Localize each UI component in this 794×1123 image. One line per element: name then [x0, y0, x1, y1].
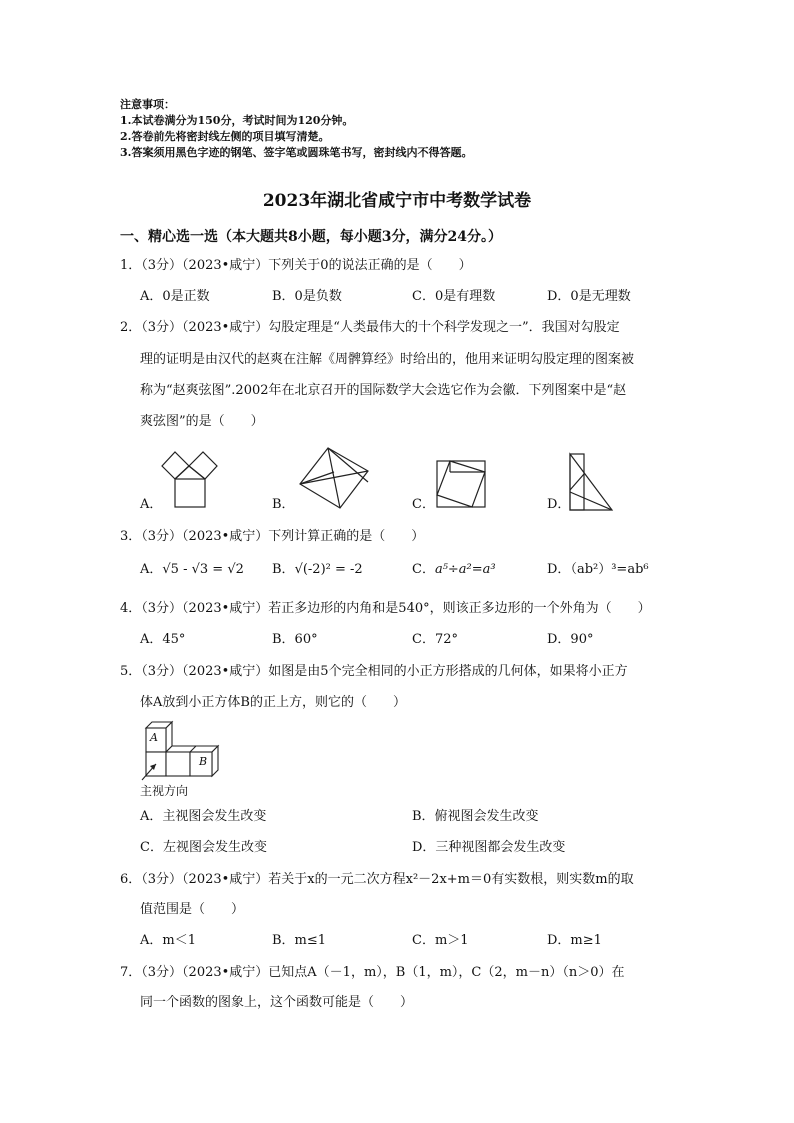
q4-stem: 4．（3分）（2023•咸宁）若正多边形的内角和是540°，则该正多边形的一个外角为（ ）	[120, 601, 651, 616]
q5-option-a: A．主视图会发生改变	[140, 809, 267, 824]
q3-option-d	[547, 562, 649, 578]
q3-option-a-expr: √5 - √3 = √2	[162, 562, 244, 577]
q5-line-1: 5．（3分）（2023•咸宁）如图是由5个完全相同的小正方形搭成的几何体，如果将小正方	[120, 664, 628, 679]
q2-figure-d	[568, 452, 614, 512]
q3-option-c-prefix: C．	[412, 562, 435, 577]
q3-option-d-prefix: D．	[547, 562, 571, 577]
q5-label-b: B	[199, 755, 208, 768]
q5-cube-figure	[138, 718, 234, 782]
q2-line-1: 2．（3分）（2023•咸宁）勾股定理是“人类最伟大的十个科学发现之一”．我国对勾股定	[120, 320, 620, 335]
q1-option-b: B．0是负数	[272, 289, 342, 304]
q3-option-c-expr: a⁵÷a²=a³	[434, 562, 496, 577]
q2-option-a: A．	[140, 497, 163, 512]
q2-figure-b	[298, 446, 370, 510]
q5-option-b: B．俯视图会发生改变	[412, 809, 539, 824]
q3-option-d-expr: （ab²）³=ab⁶	[570, 562, 649, 577]
q6-line-1: 6．（3分）（2023•咸宁）若关于x的一元二次方程x²－2x+m＝0有实数根，则实数m的取	[120, 872, 634, 887]
notice-heading: 注意事项：	[120, 98, 175, 111]
q6-option-b: B．m≤1	[272, 933, 327, 948]
q4-option-d: D．90°	[547, 632, 594, 647]
q3-option-b	[272, 562, 363, 578]
section-heading-1: 一、精心选一选（本大题共8小题，每小题3分，满分24分。）	[120, 229, 502, 245]
q6-option-a: A．m＜1	[140, 933, 196, 948]
q1-option-d: D．0是无理数	[547, 289, 631, 304]
q6-option-c: C．m＞1	[412, 933, 469, 948]
q6-option-d: D．m≥1	[547, 933, 602, 948]
q5-option-c: C．左视图会发生改变	[140, 840, 267, 855]
q2-line-4: 爽弦图”的是（ ）	[140, 414, 264, 429]
q3-option-b-prefix: B．	[272, 562, 295, 577]
q3-stem: 3．（3分）（2023•咸宁）下列计算正确的是（ ）	[120, 529, 425, 544]
q4-option-a: A．45°	[140, 632, 186, 647]
q2-figure-a	[158, 446, 224, 510]
q1-option-c: C．0是有理数	[412, 289, 496, 304]
q1-stem: 1．（3分）（2023•咸宁）下列关于0的说法正确的是（ ）	[120, 258, 472, 273]
q5-label-a: A	[150, 731, 158, 744]
q5-option-d: D．三种视图都会发生改变	[412, 840, 566, 855]
q7-line-1: 7．（3分）（2023•咸宁）已知点A（－1，m），B（1，m），C（2，m－n）（n＞0）在	[120, 965, 625, 980]
q2-figure-c	[436, 460, 488, 510]
q4-option-b: B．60°	[272, 632, 318, 647]
q2-option-c: C．	[412, 497, 435, 512]
q1-option-a: A．0是正数	[140, 289, 210, 304]
page-title: 2023年湖北省咸宁市中考数学试卷	[262, 191, 532, 211]
q3-option-a	[140, 562, 244, 578]
q2-option-b: B．	[272, 497, 295, 512]
notice-line-2: 2.答卷前先将密封线左侧的项目填写清楚。	[120, 130, 330, 143]
q6-line-2: 值范围是（ ）	[140, 902, 245, 917]
notice-line-1: 1.本试卷满分为150分，考试时间为120分钟。	[120, 114, 354, 127]
q5-view-label: 主视方向	[140, 784, 189, 798]
notice-line-3: 3.答案须用黑色字迹的钢笔、签字笔或圆珠笔书写，密封线内不得答题。	[120, 146, 473, 159]
q3-option-b-expr: √(-2)² = -2	[294, 562, 363, 577]
q2-line-2: 理的证明是由汉代的赵爽在注解《周髀算经》时给出的，他用来证明勾股定理的图案被	[140, 352, 635, 367]
q2-line-3: 称为“赵爽弦图”.2002年在北京召开的国际数学大会选它作为会徽．下列图案中是“赵	[140, 383, 627, 398]
q2-option-d: D．	[547, 497, 571, 512]
q3-option-c	[412, 562, 496, 578]
q4-option-c: C．72°	[412, 632, 458, 647]
q3-option-a-prefix: A．	[140, 562, 163, 577]
q5-line-2: 体A放到小正方体B的正上方，则它的（ ）	[140, 695, 406, 710]
q7-line-2: 同一个函数的图象上，这个函数可能是（ ）	[140, 995, 414, 1010]
